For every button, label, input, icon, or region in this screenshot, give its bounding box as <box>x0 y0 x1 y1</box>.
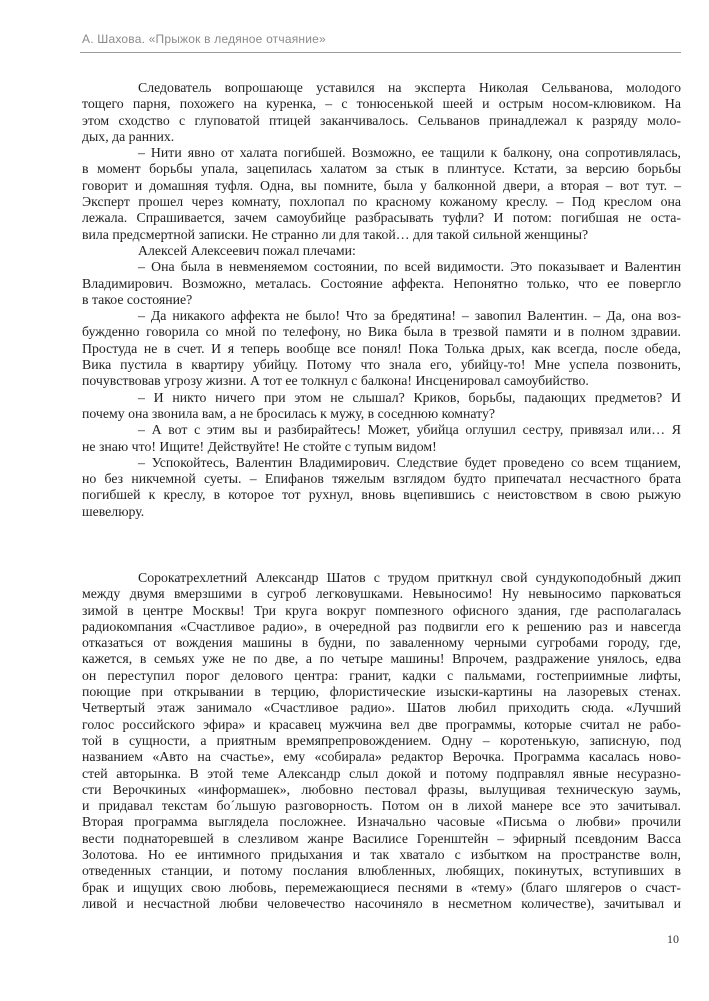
text-line: почувствовав угрозу жизни. А тот ее толкнул с балкона! Инсценировал самоубийство. <box>82 373 589 389</box>
paragraph <box>82 422 681 455</box>
text-line: брак и ищущих свою любовь, перемежающиеся песнями в «тему» (благо шлягеров о счаст- <box>82 879 681 895</box>
paragraph <box>82 455 681 520</box>
text-line: Вторая программа выглядела посложнее. Изначально часовые «Письма о любви» прочили <box>82 814 681 830</box>
text-line: Сорокатрехлетний Александр Шатов с трудом приткнул свой сундукоподобный джип <box>138 570 681 585</box>
header-rule <box>80 52 681 53</box>
text-line: названием «Авто на счастье», ему «собирала» редактор Верочка. Программа касалась ново- <box>82 749 681 765</box>
text-line: отказаться от вождения машины в будни, по заваленному черными сугробами городу, где, <box>82 635 681 651</box>
text-line: тощего парня, похожего на куренка, – с тонюсенькой шеей и острым носом-клювиком. На <box>82 96 681 112</box>
text-line: дых, да ранних. <box>82 128 175 144</box>
paragraph <box>82 570 681 912</box>
text-line: – Она была в невменяемом состоянии, по всей видимости. Это показывает и Валентин <box>138 259 681 275</box>
paragraph <box>82 145 681 243</box>
text-line: почему она звонила вам, а не бросилась к мужу, в соседнюю комнату? <box>82 405 496 421</box>
paragraph <box>82 390 681 423</box>
text-line: Золотова. Но ее интимного придыхания и так хватало с избытком на пространстве волн, <box>82 847 681 863</box>
text-line: ливой и несчастной любви человечество насочиняло в несметном количестве), зачитывал и <box>82 895 681 911</box>
paragraph <box>82 259 681 308</box>
running-header: А. Шахова. «Прыжок в ледяное отчаяние» <box>82 32 326 46</box>
text-line: – Да никакого аффекта не было! Что за бредятина! – завопил Валентин. – Да, она воз- <box>138 308 681 324</box>
text-line: Алексей Алексеевич пожал плечами: <box>138 242 356 258</box>
text-line: лежала. Спрашивается, зачем самоубийце разбрасывать туфли? И потом: погибшая не оста- <box>82 210 681 226</box>
text-line: сти Верочкиных «информашек», любовно пестовал фразы, вылущивая техническую заумь, <box>82 781 681 797</box>
text-line: но без никчемной суеты. – Епифанов тяжелым взглядом будто припечатал несчастного брата <box>82 471 681 487</box>
text-section-2 <box>82 570 681 912</box>
text-line: – Нити явно от халата погибшей. Возможно, ее тащили к балкону, она сопротивлялась, <box>138 145 681 161</box>
text-line: кажется, в семьях уже не по две, а по четыре машины! Впрочем, раздражение унялось, едва <box>82 651 681 667</box>
text-line: не знаю что! Ищите! Действуйте! Не стойте с тупым видом! <box>82 438 437 454</box>
page-number: 10 <box>667 932 679 946</box>
text-line: стей авторынка. В этой теме Александр слыл докой и потому подправлял явные несуразно- <box>82 765 681 781</box>
text-line: Простуда не в счет. И я теперь вообще все понял! Пока Толька дрых, как всегда, после обеда, <box>82 340 681 356</box>
text-line: той в сущности, а приятным времяпрепровождением. Одну – коротенькую, записную, под <box>82 732 681 748</box>
paragraph <box>82 80 681 145</box>
text-line: вила предсмертной записки. Не странно ли для такой… для такой сильной женщины? <box>82 226 589 242</box>
text-line: – А вот с этим вы и разбирайтесь! Может, убийца оглушил сестру, привязал или… Я <box>138 422 681 438</box>
text-line: он переступил порог делового центра: гранит, кадки с пальмами, гостеприимные лифты, <box>82 667 681 683</box>
paragraph <box>82 308 681 389</box>
text-line: погибшей к креслу, в которое тот рухнул, вновь вцепившись с неистовством в свою рыжую <box>82 487 681 503</box>
text-section-1 <box>82 80 681 520</box>
text-line: голос российского эфира» и красавец мужчина вел две программы, которые считал не рабо- <box>82 716 681 732</box>
text-line: говорит и домашняя туфля. Одна, вы помните, была у балконной двери, а вторая – вот тут. – <box>82 177 681 193</box>
text-line: Вика пустила в квартиру убийцу. Потому что знала его, убийцу-то! Мне успела позвонить, <box>82 357 681 373</box>
text-line: в момент борьбы упала, зацепилась халатом за стык в плинтусе. Кстати, за версию борьбы <box>82 161 681 177</box>
text-line: шевелюру. <box>82 503 145 519</box>
text-line: – И никто ничего при этом не слышал? Криков, борьбы, падающих предметов? И <box>138 389 681 405</box>
text-line: Владимирович. Возможно, металась. Состояние аффекта. Непонятно только, что ее повергло <box>82 275 681 291</box>
text-line: в такое состояние? <box>82 291 193 307</box>
text-line: этом сходство с глуповатой птицей заканчивалось. Сельванов принадлежал к разряду моло- <box>82 112 681 128</box>
text-line: и придавал текстам бо´льшую разговорность. Потом он в лихой манере все это зачитывал. <box>82 798 681 814</box>
text-line: бужденно говорила со мной по телефону, но Вика была в трезвой памяти и в полном здравии. <box>82 324 681 340</box>
text-line: зимой в центре Москвы! Три круга вокруг помпезного офисного здания, где располагалась <box>82 602 681 618</box>
text-line: отведенных станции, и потому послания влюбленных, любящих, покинутых, вступивших в <box>82 863 681 879</box>
text-line: – Успокойтесь, Валентин Владимирович. Следствие будет проведено со всем тщанием, <box>138 454 681 470</box>
text-line: Четвертый этаж занимало «Счастливое радио». Шатов любил приходить сюда. «Лучший <box>82 700 681 716</box>
text-line: радиокомпания «Счастливое радио», в очередной раз подвигли его к решению раз и навсегда <box>82 618 681 634</box>
paragraph <box>82 243 681 259</box>
text-line: вести поднаторевшей в слезливом жанре Василисе Горенштейн – эфирный псевдоним Васса <box>82 830 681 846</box>
text-line: поющие при открывании в терцию, флористические изыски-картины на лазоревых стенах. <box>82 684 681 700</box>
text-line: Следователь вопрошающе уставился на эксперта Николая Сельванова, молодого <box>138 80 681 95</box>
text-line: Эксперт прошел через комнату, похлопал по красному кожаному креслу. – Под креслом она <box>82 194 681 210</box>
text-line: между двумя вмерзшими в сугроб легковушками. Невыносимо! Ну невыносимо парковаться <box>82 586 681 602</box>
